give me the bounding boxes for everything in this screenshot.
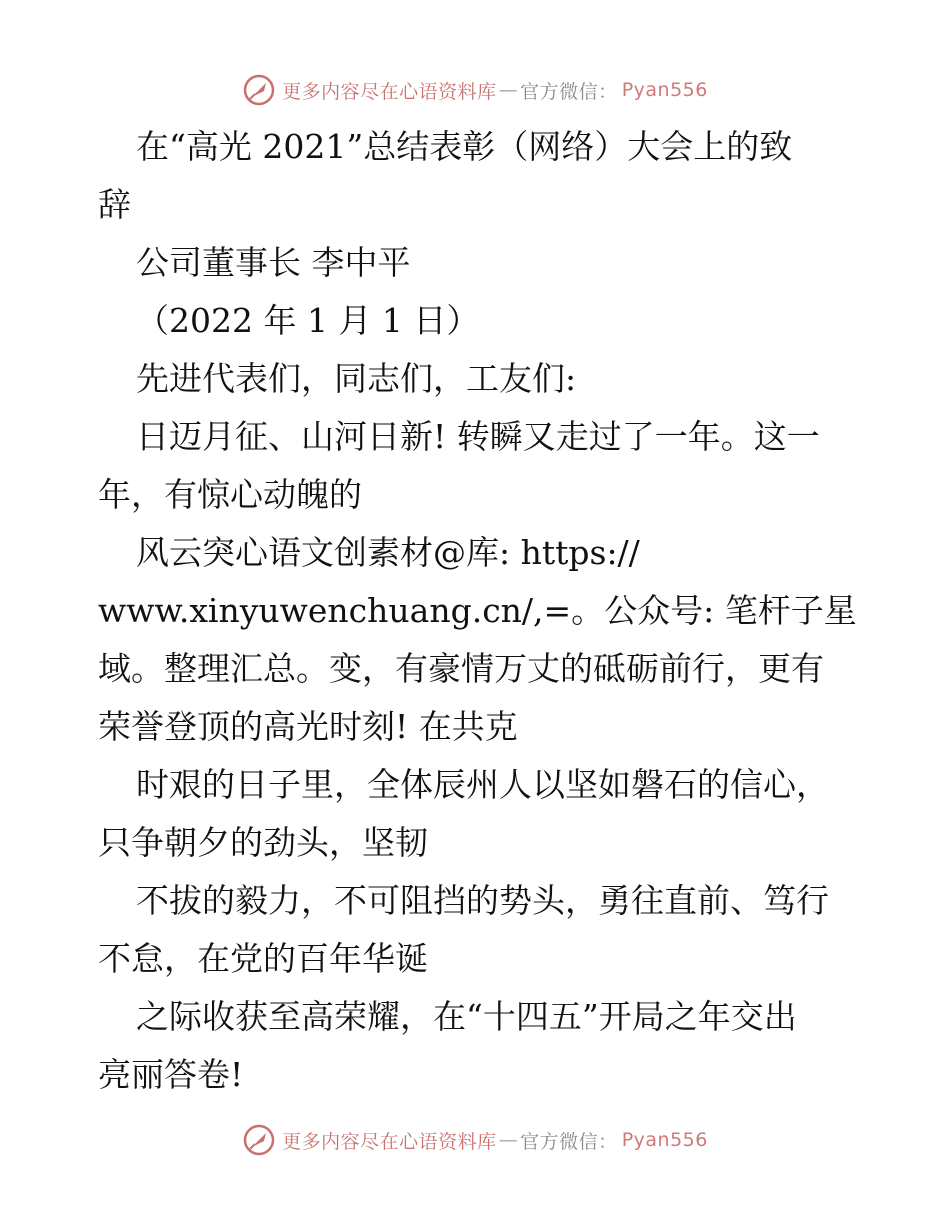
text-line: 荣誉登顶的高光时刻! 在共克 [98,707,518,746]
watermark-wechat-id: Pyan556 [621,79,708,101]
watermark-footer [0,1120,950,1160]
watermark-text: 更多内容尽在心语资料库 [282,80,497,103]
text-line: 在“高光 2021”总结表彰（网络）大会上的致 [136,127,793,166]
text-line: www.xinyuwenchuang.cn/,=。公众号: 笔杆子星 [98,591,857,630]
text-line: 公司董事长 李中平 [136,243,411,282]
watermark-separator: — [498,79,519,101]
text-line: 辞 [98,185,131,224]
text-line: 不怠，在党的百年华诞 [98,939,428,978]
watermark-wechat-id: Pyan556 [621,1129,708,1151]
quill-logo-icon [242,1123,276,1157]
watermark-separator: — [498,1129,519,1151]
text-line: 先进代表们，同志们，工友们: [136,359,577,398]
text-line: 年，有惊心动魄的 [98,475,362,514]
text-line: 日迈月征、山河日新! 转瞬又走过了一年。这一 [136,417,820,456]
document-body [98,118,858,1104]
text-line: 之际收获至高荣耀，在“十四五”开局之年交出 [136,997,797,1036]
text-line: 不拔的毅力，不可阻挡的势头，勇往直前、笃行 [136,881,829,920]
text-line: 域。整理汇总。变，有豪情万丈的砥砺前行，更有 [98,649,824,688]
text-line: 亮丽答卷! [98,1055,244,1094]
text-line: 只争朝夕的劲头，坚韧 [98,823,428,862]
watermark-text: 更多内容尽在心语资料库 [282,1130,497,1153]
text-line: 风云突心语文创素材@库: https:// [136,533,640,572]
text-line: 时艰的日子里，全体辰州人以坚如磐石的信心， [136,765,829,804]
watermark-official-label: 官方微信： [520,1130,618,1153]
quill-logo-icon [242,73,276,107]
watermark-official-label: 官方微信： [520,80,618,103]
text-line: （2022 年 1 月 1 日） [136,301,480,340]
watermark-header [0,70,950,110]
